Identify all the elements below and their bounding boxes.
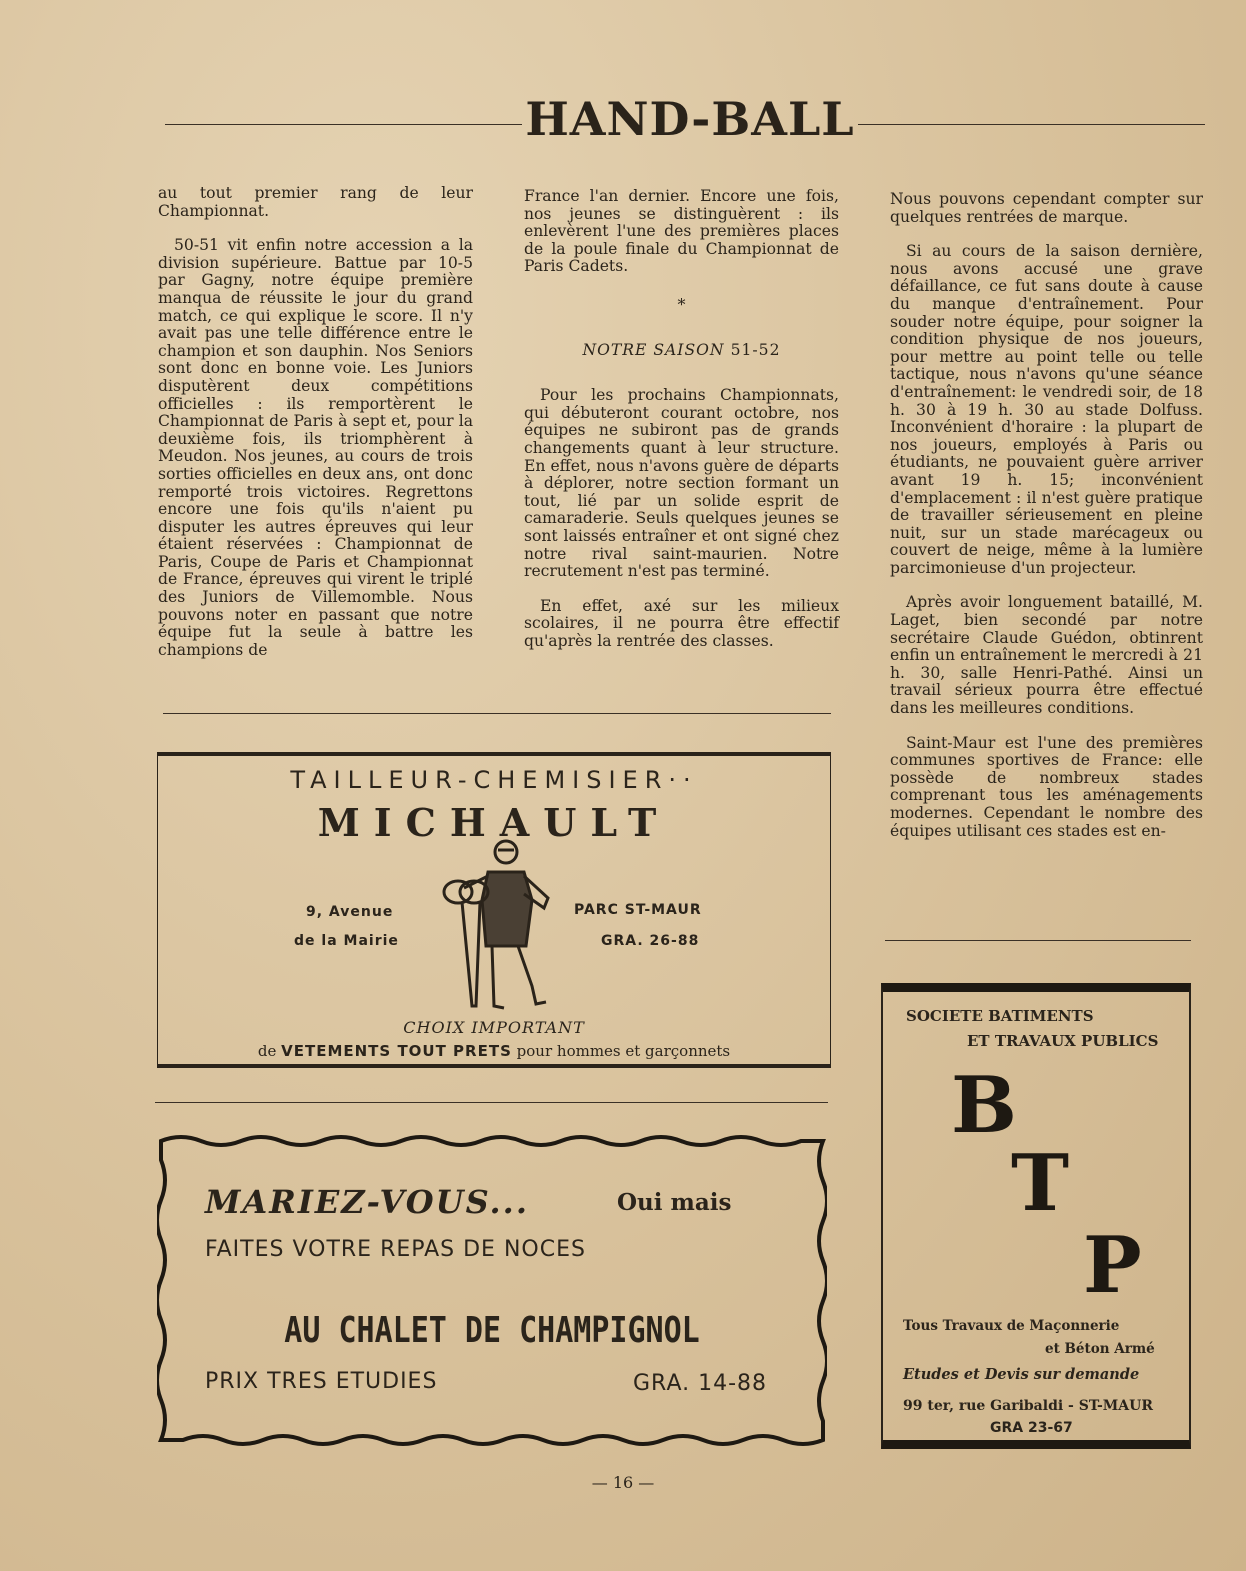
advertisement-btp [881, 983, 1191, 1449]
paragraph: Après avoir longuement bataillé, M. Laget, bien secondé par notre secrétaire Claude Guédon, obtinrent enfin un entraînement le mercredi à 21 h. 30, salle Henri-Pathé. Ainsi un travail sérieux pourra être effectué dans les meilleures conditions. [890, 593, 1203, 718]
ad-michault-tagline-pre: de [257, 1042, 277, 1060]
title-rule-left [165, 124, 522, 125]
ad-michault-tagline-post: pour hommes et garçonnets [516, 1042, 731, 1060]
article-column-3 [890, 191, 1203, 857]
ad-mariez-phone: GRA. 14-88 [633, 1371, 768, 1396]
paragraph: Saint-Maur est l'une des premières communes sportives de France: elle possède de nombreux stades comprenant tous les aménagements modernes. Cependant le nombre des équipes utilisant ces stades est en- [890, 733, 1203, 840]
ad-michault-choice: CHOIX IMPORTANT [403, 1018, 585, 1037]
ad-btp-head-1: SOCIETE BATIMENTS [906, 1007, 1094, 1025]
ad-mariez-place: AU CHALET DE CHAMPIGNOL [284, 1309, 700, 1352]
page-number: — 16 — [591, 1473, 655, 1492]
section-title: NOTRE SAISON [582, 340, 725, 359]
ad-btp-letter-p: P [1083, 1220, 1142, 1311]
ad-michault-address-2: de la Mairie [294, 933, 399, 949]
paragraph: 50-51 vit enfin notre accession a la division supérieure. Battue par 10-5 par Gagny, notre équipe première manqua de réussite le jour du grand match, ce qui explique le score. Il n'y avait pas une telle différence entre le champion et son dauphin. Nos Seniors sont donc en bonne voie. Les Juniors disputèrent deux compétitions officielles : ils remportèrent le Championnat de Paris à sept et, pour la deuxième fois, ils triomphèrent à Meudon. Nos jeunes, au cours de trois sorties officielles en deux ans, ont donc remporté trois victoires. Regrettons encore une fois qu'ils n'aient pu disputer les autres épreuves qui leur étaient réservées : Championnat de Paris, Coupe de Paris et Championnat de France, épreuves qui virent le triplé des Juniors de Villemomble. Nous pouvons noter en passant que notre équipe fut la seule à battre les champions de [158, 236, 473, 659]
paragraph: au tout premier rang de leur Championnat. [158, 184, 473, 220]
divider [885, 940, 1191, 941]
ad-mariez-price: PRIX TRES ETUDIES [205, 1369, 438, 1394]
ad-btp-address: 99 ter, rue Garibaldi - ST-MAUR [903, 1398, 1153, 1414]
page-title: HAND-BALL [525, 92, 855, 146]
ad-btp-head-2: ET TRAVAUX PUBLICS [967, 1032, 1159, 1050]
paragraph: Pour les prochains Championnats, qui débuteront courant octobre, nos équipes ne subiront pas de grands changements quant à leur structure. En effet, nous n'avons guère de départs à déplorer, notre section formant un tout, lié par un solide esprit de camaraderie. Seuls quelques jeunes se sont laissés entraîner et ont signé chez notre rival saint-maurien. Notre recrutement n'est pas terminé. [524, 386, 839, 581]
article-column-2 [524, 188, 839, 667]
paragraph: France l'an dernier. Encore une fois, nos jeunes se distinguèrent : ils enlevèrent l'une des premières places de la poule finale du Championnat de Paris Cadets. [524, 187, 839, 276]
article-column-1 [158, 185, 473, 676]
ad-mariez-headline: MARIEZ-VOUS... [205, 1183, 529, 1221]
section-star: * [677, 294, 686, 314]
ad-michault-tagline-bold: VETEMENTS TOUT PRETS [281, 1042, 512, 1060]
section-number: 51-52 [730, 340, 781, 359]
page-header [165, 92, 1205, 152]
ad-michault-trade: TAILLEUR-CHEMISIER·· [290, 766, 698, 794]
wavy-border [157, 1133, 827, 1448]
ad-btp-letter-t: T [1011, 1138, 1070, 1229]
ad-btp-phone: GRA 23-67 [990, 1420, 1073, 1436]
ad-michault-address-1: 9, Avenue [306, 904, 394, 920]
divider [155, 1102, 828, 1103]
ad-btp-line-1: Tous Travaux de Maçonnerie [903, 1318, 1120, 1334]
advertisement-mariez-vous [157, 1133, 827, 1448]
ad-michault-tagline [158, 1042, 830, 1060]
paragraph: Si au cours de la saison dernière, nous avons accusé une grave défaillance, ce fut sans doute à cause du manque d'entraînement. Pour souder notre équipe, pour soigner la condition physique de nos joueurs, pour mettre au point telle ou telle tactique, nous n'avons qu'une séance d'entraînement: le vendredi soir, de 18 h. 30 à 19 h. 30 au stade Dolfuss. Inconvénient d'horaire : la plupart de nos joueurs, employés à Paris ou étudiants, ne pouvaient guère arriver avant 19 h. 15; inconvénient d'emplacement : il n'est guère pratique de travailler sérieusement en pleine nuit, sur un stade marécageux ou couvert de neige, même à la lumière parcimonieuse d'un projecteur. [890, 242, 1203, 577]
divider [163, 713, 831, 714]
ad-mariez-headline-2: Oui mais [617, 1189, 732, 1216]
section-heading [524, 342, 839, 360]
ad-btp-line-3: Etudes et Devis sur demande [903, 1366, 1140, 1383]
paragraph: En effet, axé sur les milieux scolaires, il ne pourra être effectif qu'après la rentrée des classes. [524, 596, 839, 650]
ad-michault-city: PARC ST-MAUR [574, 902, 702, 918]
ad-michault-name: MICHAULT [317, 800, 671, 845]
title-rule-right [858, 124, 1205, 125]
ad-mariez-line: FAITES VOTRE REPAS DE NOCES [205, 1237, 586, 1262]
tailor-illustration [428, 836, 578, 1026]
ad-michault-phone: GRA. 26-88 [601, 933, 700, 949]
advertisement-michault [157, 752, 831, 1068]
ad-btp-line-2: et Béton Armé [1045, 1341, 1155, 1357]
paragraph: Nous pouvons cependant compter sur quelques rentrées de marque. [890, 190, 1203, 226]
ad-btp-letter-b: B [951, 1060, 1017, 1151]
